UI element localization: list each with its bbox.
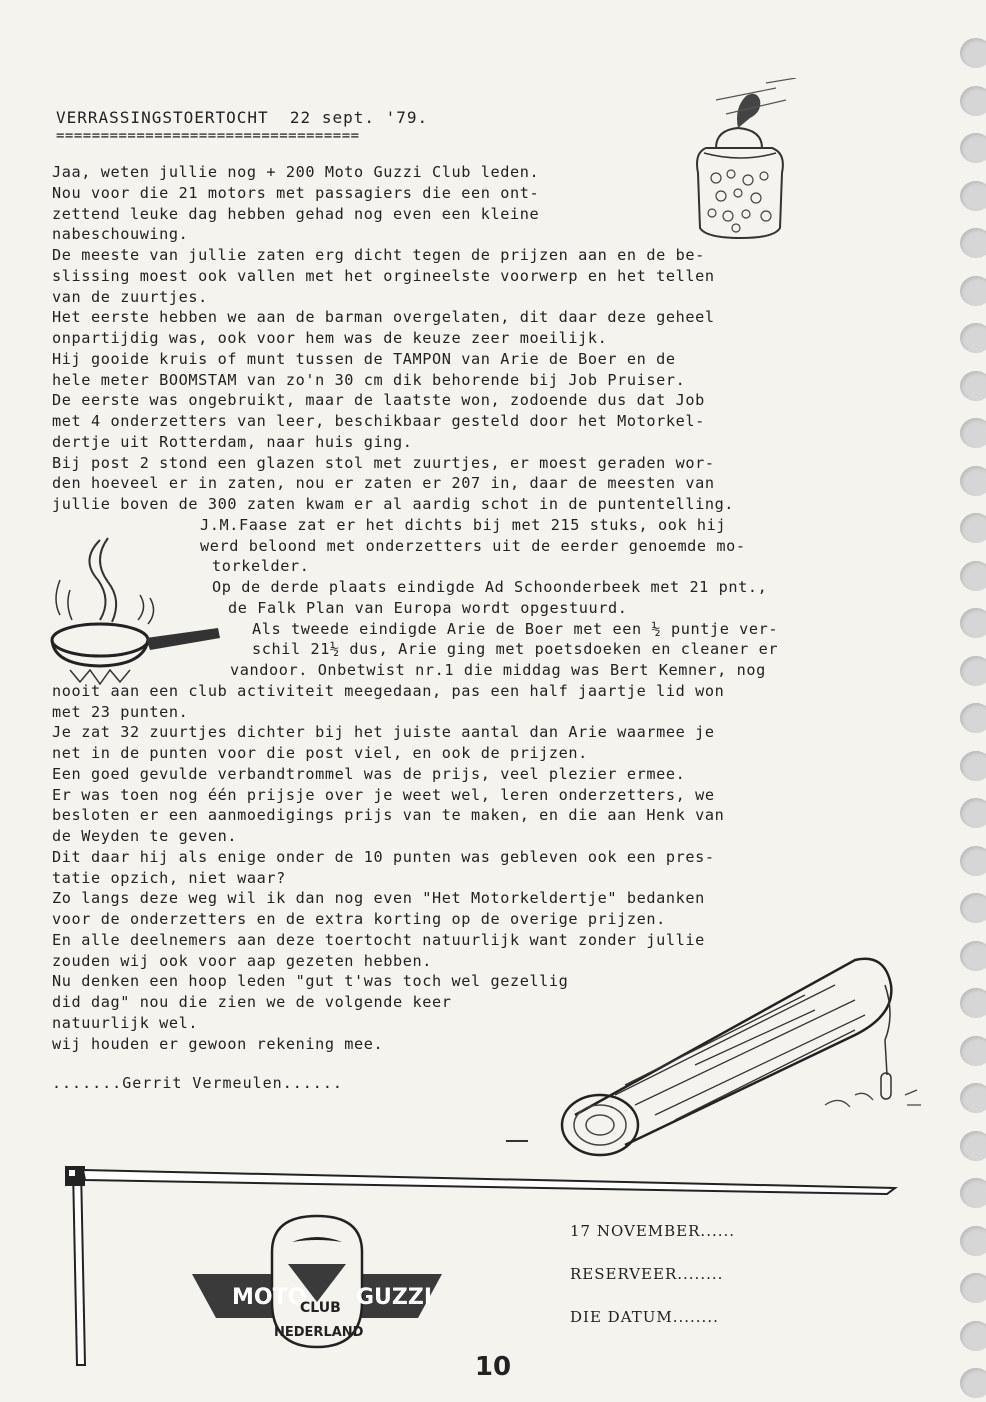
logo-left-word: MOTO	[232, 1285, 307, 1310]
binding-hole	[960, 276, 986, 306]
body-line: nooit aan een club activiteit meegedaan, pas een half jaartje lid won	[52, 681, 725, 700]
article-title: VERRASSINGSTOERTOCHT 22 sept. '79.	[56, 108, 429, 127]
body-line: Als tweede eindigde Arie de Boer met een ½ puntje ver-	[252, 619, 779, 638]
body-line: Een goed gevulde verbandtrommel was de prijs, veel plezier ermee.	[52, 764, 686, 783]
binding-hole	[960, 561, 986, 591]
binding-hole	[960, 1226, 986, 1256]
binding-hole	[960, 988, 986, 1018]
binding-hole	[960, 1131, 986, 1161]
body-line: jullie boven de 300 zaten kwam er al aardig schot in de puntentelling.	[52, 495, 735, 513]
binding-hole	[960, 513, 986, 543]
binding-hole	[960, 466, 986, 496]
binding-hole	[960, 1273, 986, 1303]
body-line: tatie opzich, niet waar?	[52, 868, 286, 887]
body-line: besloten er een aanmoedigings prijs van te maken, en die aan Henk van	[52, 806, 725, 825]
body-line: zettend leuke dag hebben gehad nog even een kleine	[52, 204, 540, 223]
body-line: De meeste van jullie zaten erg dicht tegen de prijzen aan en de be-	[52, 246, 705, 264]
signature: .......Gerrit Vermeulen......	[52, 1074, 343, 1092]
footer-note-date: 17 NOVEMBER......	[570, 1222, 736, 1240]
binding-hole	[960, 371, 986, 401]
logo-arc-bottom: NEDERLAND	[274, 1325, 364, 1340]
body-line: slissing moest ook vallen met het orgineelste voorwerp en het tellen	[52, 266, 715, 285]
binding-hole	[960, 846, 986, 876]
body-line: de Weyden te geven.	[52, 827, 238, 845]
footer-notes	[570, 1222, 735, 1351]
logo-right-word: GUZZI	[356, 1285, 433, 1310]
body-line: den hoeveel er in zaten, nou er zaten er 207 in, daar de meesten van	[52, 474, 715, 493]
body-line: met 23 punten.	[52, 702, 189, 721]
binding-hole	[960, 1178, 986, 1208]
body-line: Nu denken een hoop leden "gut t'was toch wel gezellig	[52, 972, 569, 991]
page-number: 10	[474, 1352, 512, 1382]
logo-arc-top: CLUB	[300, 1300, 341, 1316]
body-line: van de zuurtjes.	[52, 287, 208, 306]
binding-hole	[960, 133, 986, 163]
binding-hole	[960, 751, 986, 781]
body-line: Jaa, weten jullie nog + 200 Moto Guzzi Club leden.	[52, 163, 540, 181]
body-line: Er was toen nog één prijsje over je weet wel, leren onderzetters, we	[52, 785, 715, 804]
binding-hole	[960, 86, 986, 116]
body-line: werd beloond met onderzetters uit de eerder genoemde mo-	[200, 536, 746, 555]
body-line: Het eerste hebben we aan de barman overgelaten, dit daar deze geheel	[52, 308, 715, 327]
binding-hole	[960, 941, 986, 971]
body-line: Zo langs deze weg wil ik dan nog even "Het Motorkeldertje" bedanken	[52, 889, 705, 908]
binding-hole	[960, 1083, 986, 1113]
jar-of-sweets-icon	[676, 78, 806, 248]
log-with-tampon-icon	[555, 945, 945, 1160]
title-underline: ==================================	[56, 128, 360, 144]
body-line: met 4 onderzetters van leer, beschikbaar gesteld door het Motorkel-	[52, 412, 705, 430]
binding-hole	[960, 323, 986, 353]
scythe-rule-icon	[55, 1160, 905, 1370]
body-line: net in de punten voor die post viel, en ook de prijzen.	[52, 744, 588, 762]
body-line: Hij gooide kruis of munt tussen de TAMPON van Arie de Boer en de	[52, 349, 676, 368]
binding-hole	[960, 608, 986, 638]
body-line: wij houden er gewoon rekening mee.	[52, 1034, 384, 1053]
body-line: J.M.Faase zat er het dichts bij met 215 stuks, ook hij	[200, 515, 727, 534]
body-line: nabeschouwing.	[52, 225, 189, 244]
binding-hole	[960, 1036, 986, 1066]
divider-dash	[506, 1140, 528, 1142]
footer-note-date-label: DIE DATUM........	[570, 1308, 719, 1326]
binding-hole	[960, 418, 986, 448]
footer-note-reserve: RESERVEER........	[570, 1265, 724, 1283]
binding-hole	[960, 656, 986, 686]
binding-hole	[960, 1321, 986, 1351]
body-line: de Falk Plan van Europa wordt opgestuurd.	[228, 598, 628, 617]
binding-hole	[960, 228, 986, 258]
body-line: vandoor. Onbetwist nr.1 die middag was Bert Kemner, nog	[230, 661, 766, 679]
binding-hole	[960, 798, 986, 828]
body-line: torkelder.	[212, 557, 310, 576]
binding-hole	[960, 181, 986, 211]
frying-pan-icon	[30, 520, 230, 695]
body-line: Op de derde plaats eindigde Ad Schoonderbeek met 21 pnt.,	[212, 578, 768, 596]
body-line: did dag" nou die zien we de volgende keer	[52, 993, 452, 1011]
body-line: onpartijdig was, ook voor hem was de keuze zeer moeilijk.	[52, 329, 608, 347]
body-line: Je zat 32 zuurtjes dichter bij het juiste aantal dan Arie waarmee je	[52, 723, 715, 742]
body-line: De eerste was ongebruikt, maar de laatste won, zodoende dus dat Job	[52, 391, 705, 410]
body-line: Dit daar hij als enige onder de 10 punten was gebleven ook een pres-	[52, 847, 715, 866]
body-line: Nou voor die 21 motors met passagiers die een ont-	[52, 183, 540, 202]
body-line: En alle deelnemers aan deze toertocht natuurlijk want zonder jullie	[52, 930, 705, 949]
body-line: dertje uit Rotterdam, naar huis ging.	[52, 432, 413, 451]
body-line: natuurlijk wel.	[52, 1013, 199, 1032]
binding-hole	[960, 703, 986, 733]
binding-hole	[960, 38, 986, 68]
moto-guzzi-club-logo	[192, 1212, 442, 1352]
binding-holes	[946, 0, 986, 1402]
body-line: schil 21½ dus, Arie ging met poetsdoeken en cleaner er	[252, 640, 779, 659]
body-line: hele meter BOOMSTAM van zo'n 30 cm dik behorende bij Job Pruiser.	[52, 370, 686, 389]
body-line: zouden wij ook voor aap gezeten hebben.	[52, 951, 433, 970]
body-line: voor de onderzetters en de extra korting op de overige prijzen.	[52, 910, 666, 928]
body-line: Bij post 2 stond een glazen stol met zuurtjes, er moest geraden wor-	[52, 453, 715, 472]
binding-hole	[960, 893, 986, 923]
